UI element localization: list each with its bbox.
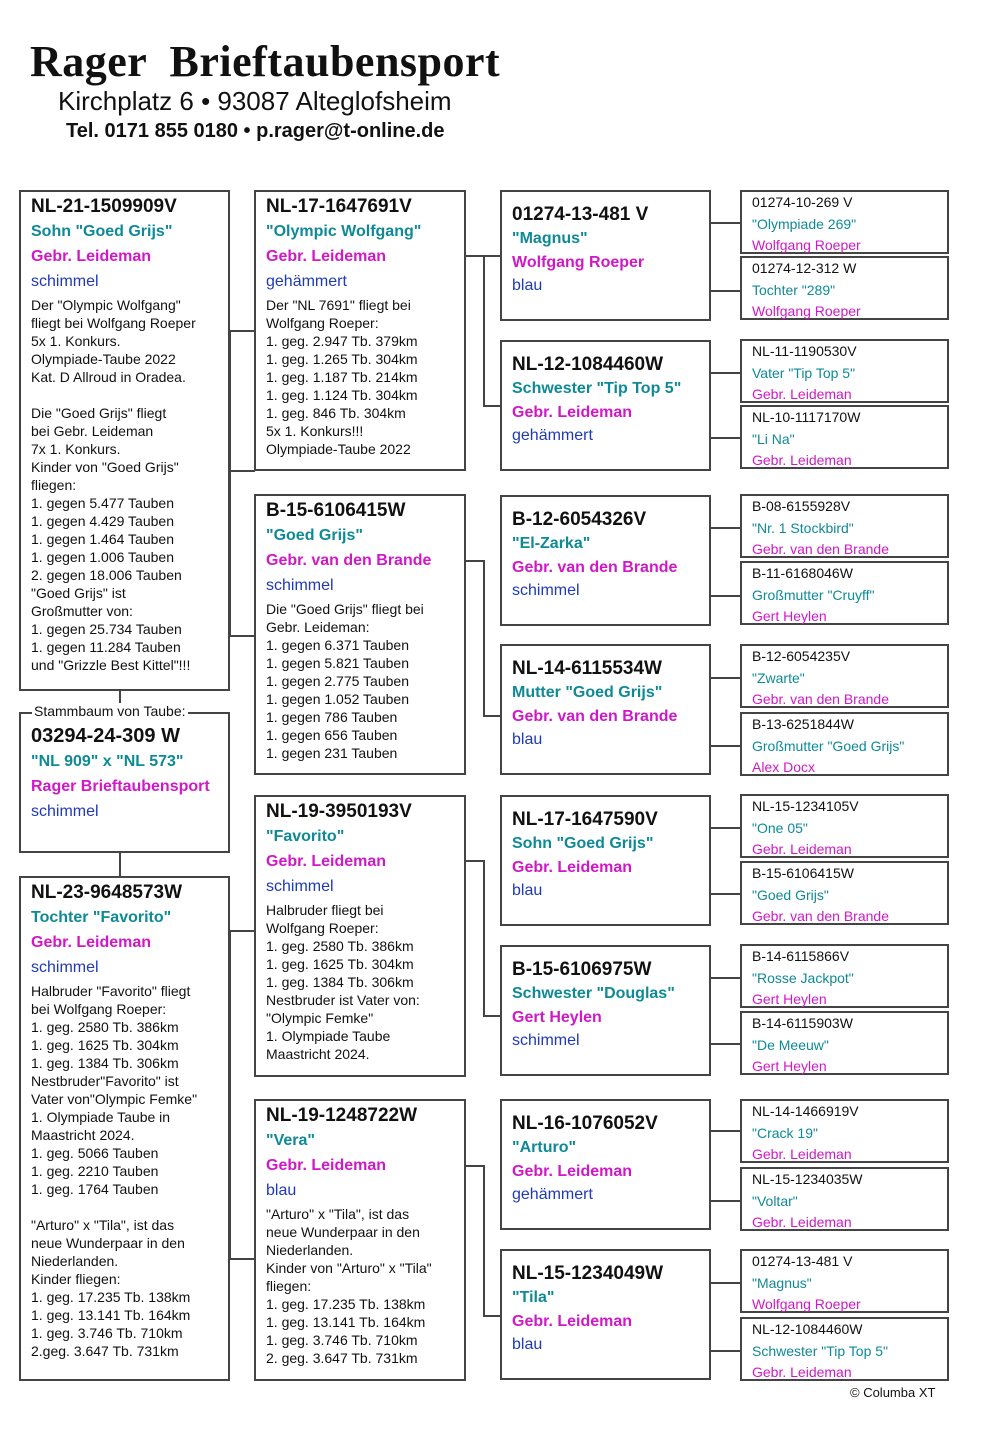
ring-number: B-12-6054326V (512, 509, 647, 530)
breeder: Gebr. Leideman (752, 841, 852, 857)
dam-card (19, 876, 230, 1381)
plumage-color: schimmel (31, 803, 99, 820)
breeder: Wolfgang Roeper (752, 303, 861, 319)
pigeon-name: Tochter "Favorito" (31, 909, 172, 926)
pigeon-name: "Li Na" (752, 430, 795, 447)
address-line: Kirchplatz 6 • 93087 Alteglofsheim (58, 86, 452, 116)
pigeon-name: "One 05" (752, 819, 808, 836)
gen3-card-4 (500, 644, 711, 775)
ring-number: B-08-6155928V (752, 498, 851, 514)
breeder: Gebr. Leideman (752, 452, 852, 468)
breeder: Wolfgang Roeper (752, 1296, 861, 1312)
plumage-color: blau (512, 882, 543, 899)
pigeon-name: Sohn "Goed Grijs" (31, 223, 173, 240)
pigeon-name: "Arturo" (512, 1139, 577, 1156)
gen3-card-8 (500, 1249, 711, 1380)
ring-number: NL-16-1076052V (512, 1113, 658, 1134)
ring-number: NL-12-1084460W (752, 1321, 863, 1337)
breeder: Gebr. van den Brande (512, 707, 678, 725)
pigeon-name: "Magnus" (512, 230, 588, 247)
ring-number: NL-19-1248722W (266, 1105, 418, 1126)
plumage-color: blau (266, 1182, 297, 1199)
breeder: Gebr. Leideman (512, 403, 633, 421)
pigeon-name: "Vera" (266, 1132, 315, 1149)
breeder: Gebr. van den Brande (266, 552, 432, 569)
breeder: Wolfgang Roeper (512, 253, 645, 271)
gen4-card-14 (740, 1167, 949, 1231)
breeder: Gebr. Leideman (512, 858, 633, 876)
description: "Arturo" x "Tila", ist das neue Wunderpaar in den Niederlanden. Kinder von "Arturo" x "Tila" fliegen: 1. geg. 17.235 Tb. 138km 1. geg. 13.141 Tb. 164km 1. geg. 3.746 Tb. 710km 2. geg. 3.647 Tb. 731km (266, 1206, 432, 1366)
ring-number: NL-15-1234049W (512, 1263, 664, 1284)
ring-number: NL-17-1647691V (266, 196, 412, 217)
breeder: Gebr. Leideman (512, 1162, 633, 1180)
breeder: Gebr. Leideman (752, 1146, 852, 1162)
pigeon-name: "Favorito" (266, 828, 345, 845)
gen4-card-15 (740, 1249, 949, 1313)
description: Die "Goed Grijs" fliegt bei Gebr. Leideman: 1. gegen 6.371 Tauben 1. gegen 5.821 Tauben 1. gegen 2.775 Tauben 1. gegen 1.052 Tauben 1. gegen 786 Tauben 1. gegen 656 Tauben 1. gegen 231 Tauben (266, 601, 424, 761)
gen3-card-1 (500, 190, 711, 321)
ring-number: NL-12-1084460W (512, 354, 664, 375)
pigeon-name: "Nr. 1 Stockbird" (752, 519, 854, 536)
description: Der "NL 7691" fliegt bei Wolfgang Roeper: 1. geg. 2.947 Tb. 379km 1. geg. 1.265 Tb. 304km 1. geg. 1.187 Tb. 214km 1. geg. 1.124 Tb. 304km 1. geg. 846 Tb. 304km 5x 1. Konkurs!!! Olympiade-Taube 2022 (266, 297, 418, 457)
breeder: Gert Heylen (752, 608, 827, 624)
page-title: Rager Brieftaubensport (30, 37, 501, 86)
plumage-color: schimmel (512, 582, 580, 599)
gen4-card-4 (740, 405, 949, 469)
ring-number: NL-23-9648573W (31, 882, 183, 903)
gen4-card-7 (740, 644, 949, 708)
breeder: Rager Brieftaubensport (31, 778, 210, 795)
pigeon-name: "Crack 19" (752, 1124, 818, 1141)
plumage-color: gehämmert (512, 427, 593, 444)
plumage-color: schimmel (31, 959, 99, 976)
breeder: Gebr. van den Brande (752, 908, 889, 924)
description: Der "Olympic Wolfgang" fliegt bei Wolfgang Roeper 5x 1. Konkurs. Olympiade-Taube 2022 Kat. D Allroud in Oradea. Die "Goed Grijs" fliegt bei Gebr. Leideman 7x 1. Konkurs. Kinder von "Goed Grijs" fliegen: 1. gegen 5.477 Tauben 1. gegen 4.429 Tauben 1. gegen 1.464 Tauben 1. gegen 1.006 Tauben 2. gegen 18.006 Tauben "Goed Grijs" ist Großmutter von: 1. gegen 25.734 Tauben 1. gegen 11.284 Tauben und "Grizzle Best Kittel"!!! (31, 297, 196, 673)
ring-number: B-13-6251844W (752, 716, 854, 732)
gen4-card-16 (740, 1317, 949, 1381)
breeder: Gebr. Leideman (752, 1214, 852, 1230)
gen3-card-2 (500, 340, 711, 471)
plumage-color: schimmel (512, 1032, 580, 1049)
pigeon-name: "Tila" (512, 1289, 555, 1306)
grandsire-maternal-card (254, 795, 466, 1077)
gen3-card-5 (500, 795, 711, 926)
gen4-card-8 (740, 712, 949, 776)
ring-number: B-14-6115866V (752, 948, 850, 964)
ring-number: NL-21-1509909V (31, 196, 177, 217)
pigeon-name: "Goed Grijs" (752, 886, 829, 903)
contact-line: Tel. 0171 855 0180 • p.rager@t-online.de (66, 120, 445, 142)
ring-number: 03294-24-309 W (31, 725, 180, 747)
pigeon-name: Großmutter "Goed Grijs" (752, 737, 905, 754)
pigeon-name: Schwester "Tip Top 5" (752, 1342, 889, 1359)
gen3-card-6 (500, 945, 711, 1076)
ring-number: NL-19-3950193V (266, 801, 412, 822)
ring-number: NL-11-1190530V (752, 343, 857, 359)
plumage-color: gehämmert (512, 1186, 593, 1203)
plumage-color: blau (512, 731, 543, 748)
pigeon-name: "Olympiade 269" (752, 215, 857, 232)
pigeon-name: "NL 909" x "NL 573" (31, 753, 184, 770)
ring-number: B-15-6106415W (266, 500, 406, 521)
pigeon-name: "De Meeuw" (752, 1036, 829, 1053)
ring-number: B-12-6054235V (752, 648, 851, 664)
ring-number: 01274-12-312 W (752, 260, 857, 276)
ring-number: B-15-6106975W (512, 959, 652, 980)
breeder: Gebr. Leideman (266, 248, 387, 265)
description: Halbruder "Favorito" fliegt bei Wolfgang Roeper: 1. geg. 2580 Tb. 386km 1. geg. 1625 Tb. 304km 1. geg. 1384 Tb. 306km Nestbruder"Favorito" ist Vater von"Olympic Femke" 1. Olympiade Taube in Maastricht 2024. 1. geg. 5066 Tauben 1. geg. 2210 Tauben 1. geg. 1764 Tauben "Arturo" x "Tila", ist das neue Wunderpaar in den Niederlanden. Kinder fliegen: 1. geg. 17.235 Tb. 138km 1. geg. 13.141 Tb. 164km 1. geg. 3.746 Tb. 710km 2.geg. 3.647 Tb. 731km (31, 983, 198, 1359)
gen4-card-2 (740, 256, 949, 320)
granddam-paternal-card (254, 494, 466, 775)
plumage-color: blau (512, 1336, 543, 1353)
pigeon-name: Schwester "Douglas" (512, 985, 675, 1002)
breeder: Gebr. van den Brande (752, 691, 889, 707)
gen4-card-1 (740, 190, 949, 254)
gen4-card-11 (740, 944, 949, 1008)
ring-number: 01274-13-481 V (752, 1253, 853, 1269)
pigeon-name: "Olympic Wolfgang" (266, 223, 422, 240)
breeder: Gebr. van den Brande (512, 558, 678, 576)
pigeon-name: "Magnus" (752, 1274, 812, 1291)
plumage-color: schimmel (266, 577, 334, 594)
plumage-color: schimmel (31, 273, 99, 290)
plumage-color: blau (512, 277, 543, 294)
pigeon-name: "Zwarte" (752, 669, 805, 686)
ring-number: NL-17-1647590V (512, 809, 658, 830)
pigeon-name: "Goed Grijs" (266, 527, 363, 544)
grandsire-paternal-card (254, 190, 466, 471)
pigeon-name: Schwester "Tip Top 5" (512, 380, 682, 397)
breeder: Gebr. Leideman (752, 1364, 852, 1380)
breeder: Gert Heylen (512, 1008, 602, 1026)
breeder: Gebr. Leideman (752, 386, 852, 402)
breeder: Alex Docx (752, 759, 816, 775)
ring-number: B-15-6106415W (752, 865, 854, 881)
pigeon-name: "El-Zarka" (512, 535, 591, 552)
gen3-card-3 (500, 495, 711, 626)
ring-number: 01274-10-269 V (752, 194, 853, 210)
pigeon-name: Tochter "289" (752, 281, 836, 298)
ring-number: NL-14-1466919V (752, 1103, 859, 1119)
subject-card (19, 712, 230, 853)
breeder: Gebr. Leideman (512, 1312, 633, 1330)
ring-number: NL-15-1234035W (752, 1171, 863, 1187)
sire-card (19, 190, 230, 691)
gen4-card-9 (740, 794, 949, 858)
breeder: Gert Heylen (752, 1058, 827, 1074)
gen4-card-12 (740, 1011, 949, 1075)
pigeon-name: "Voltar" (752, 1192, 798, 1209)
ring-number: B-11-6168046W (752, 565, 853, 581)
gen4-card-10 (740, 861, 949, 925)
description: Halbruder fliegt bei Wolfgang Roeper: 1. geg. 2580 Tb. 386km 1. geg. 1625 Tb. 304km 1. geg. 1384 Tb. 306km Nestbruder ist Vater von: "Olympic Femke" 1. Olympiade Taube Maastricht 2024. (266, 902, 420, 1062)
pigeon-name: Vater "Tip Top 5" (752, 364, 856, 381)
ring-number: NL-14-6115534W (512, 658, 662, 679)
subject-label: Stammbaum von Taube: (34, 703, 186, 719)
gen4-card-5 (740, 494, 949, 558)
pigeon-name: Mutter "Goed Grijs" (512, 684, 663, 701)
breeder: Wolfgang Roeper (752, 237, 861, 253)
pigeon-name: Großmutter "Cruyff" (752, 586, 875, 603)
pigeon-name: Sohn "Goed Grijs" (512, 835, 654, 852)
breeder: Gebr. Leideman (266, 1157, 387, 1174)
ring-number: NL-15-1234105V (752, 798, 859, 814)
plumage-color: gehämmert (266, 273, 347, 290)
ring-number: 01274-13-481 V (512, 204, 649, 225)
plumage-color: schimmel (266, 878, 334, 895)
breeder: Gebr. Leideman (31, 248, 152, 265)
breeder: Gebr. Leideman (31, 934, 152, 951)
gen3-card-7 (500, 1099, 711, 1230)
pigeon-name: "Rosse Jackpot" (752, 969, 854, 986)
gen4-card-3 (740, 339, 949, 403)
breeder: Gert Heylen (752, 991, 827, 1007)
granddam-maternal-card (254, 1099, 466, 1381)
gen4-card-13 (740, 1099, 949, 1163)
copyright: © Columba XT (850, 1385, 936, 1400)
ring-number: B-14-6115903W (752, 1015, 853, 1031)
breeder: Gebr. van den Brande (752, 541, 889, 557)
breeder: Gebr. Leideman (266, 853, 387, 870)
ring-number: NL-10-1117170W (752, 409, 861, 425)
gen4-card-6 (740, 561, 949, 625)
